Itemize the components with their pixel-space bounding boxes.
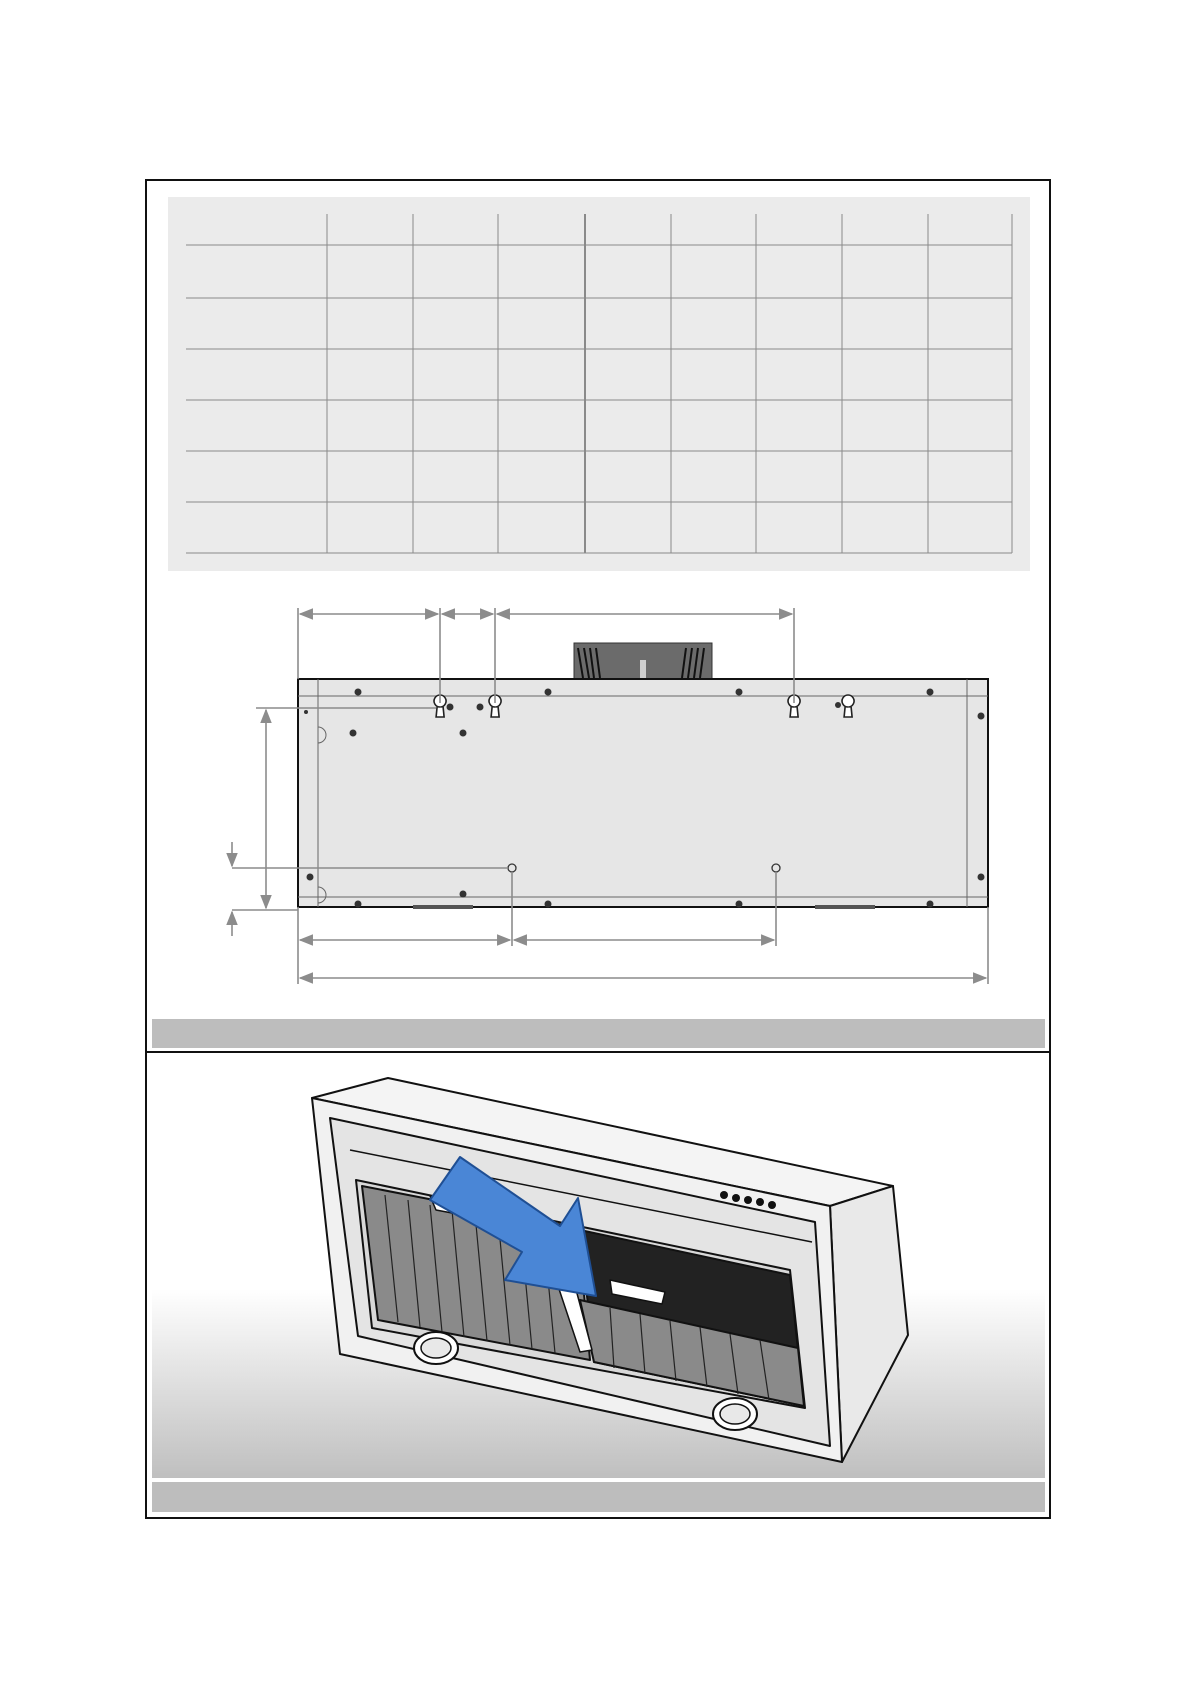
duct-collar-icon — [574, 643, 712, 679]
spec-table — [168, 197, 1030, 571]
caption-bar-figure-1 — [152, 1019, 1045, 1048]
hood-back-panel — [298, 679, 988, 909]
caption-bar-figure-2 — [152, 1482, 1045, 1512]
mounting-drawing — [232, 608, 988, 984]
